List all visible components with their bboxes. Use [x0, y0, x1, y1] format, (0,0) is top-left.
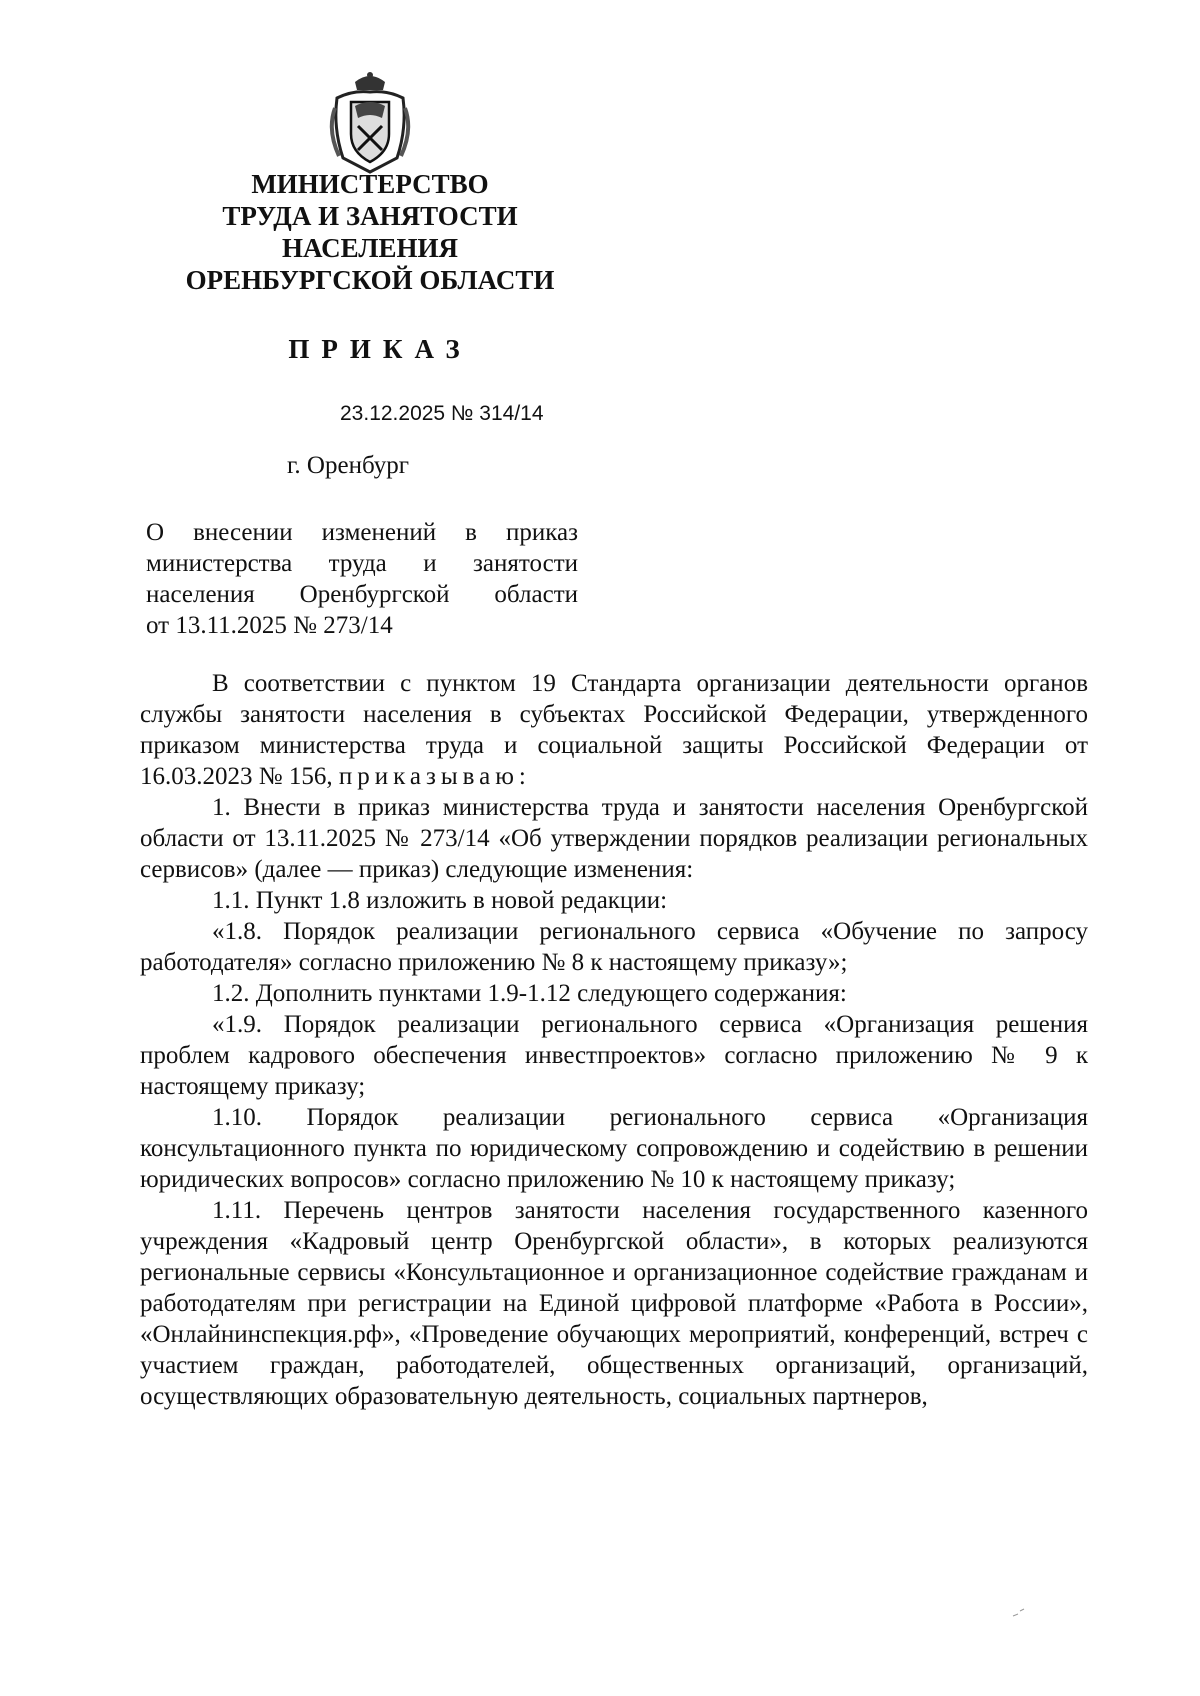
subject-line: О внесении изменений в приказ: [146, 519, 578, 546]
paragraph-1-11: 1.11. Перечень центров занятости населения государственного казенного учреждения «Кадровый центр Оренбургской области», в которых реализуются региональные сервисы «Консультационное и организационное содействие гражданам и работодателям при регистрации на Единой цифровой платформе «Работа в России», «Онлайнинспекция.рф», «Проведение обучающих мероприятий, конференций, встреч с участием граждан, работодателей, общественных организаций, организаций, осуществляющих образовательную деятельность, социальных партнеров,: [140, 1197, 1088, 1410]
paragraph-1-9: «1.9. Порядок реализации регионального сервиса «Организация решения проблем кадрового обеспечения инвестпроектов» согласно приложению № 9 к настоящему приказу;: [140, 1011, 1088, 1100]
date-and-number: 23.12.2025 № 314/14: [340, 402, 544, 425]
document-body: [140, 668, 1088, 1412]
paragraph-1: 1. Внести в приказ министерства труда и занятости населения Оренбургской области от 13.11.2025 № 273/14 «Об утверждении порядков реализации региональных сервисов» (далее — приказ) следующие изменения:: [140, 794, 1088, 883]
subject-line: от 13.11.2025 № 273/14: [146, 612, 393, 639]
organization-name: [120, 168, 620, 296]
coat-of-arms-emblem: [325, 68, 415, 178]
scan-mark-icon: [1012, 1608, 1026, 1618]
preamble-paragraph: [140, 668, 1088, 792]
subject-block: [146, 517, 578, 641]
document-type-title: ПРИКАЗ: [288, 334, 472, 364]
subject-line: населения Оренбургской области: [146, 581, 578, 608]
org-line: МИНИСТЕРСТВО: [251, 169, 489, 199]
paragraph-1-2: 1.2. Дополнить пунктами 1.9-1.12 следующего содержания:: [212, 980, 847, 1007]
city-label: г. Оренбург: [287, 452, 409, 479]
org-line: ТРУДА И ЗАНЯТОСТИ: [222, 201, 518, 231]
org-line: ОРЕНБУРГСКОЙ ОБЛАСТИ: [185, 265, 555, 295]
paragraph-1-10: 1.10. Порядок реализации регионального сервиса «Организация консультационного пункта по юридическому сопровождению и содействию в решении юридических вопросов» согласно приложению № 10 к настоящему приказу;: [140, 1104, 1088, 1193]
paragraph-1-1: 1.1. Пункт 1.8 изложить в новой редакции:: [212, 887, 668, 914]
subject-line: министерства труда и занятости: [146, 550, 578, 577]
org-line: НАСЕЛЕНИЯ: [282, 233, 458, 263]
preamble-text: В соответствии с пунктом 19 Стандарта организации деятельности органов службы занятости населения в субъектах Российской Федерации, утвержденного приказом министерства труда и социальной защиты Российской Федерации от 16.03.2023 № 156,: [140, 670, 1088, 790]
order-word: приказываю:: [338, 763, 531, 790]
paragraph-1-8: «1.8. Порядок реализации регионального сервиса «Обучение по запросу работодателя» согласно приложению № 8 к настоящему приказу»;: [140, 918, 1088, 976]
